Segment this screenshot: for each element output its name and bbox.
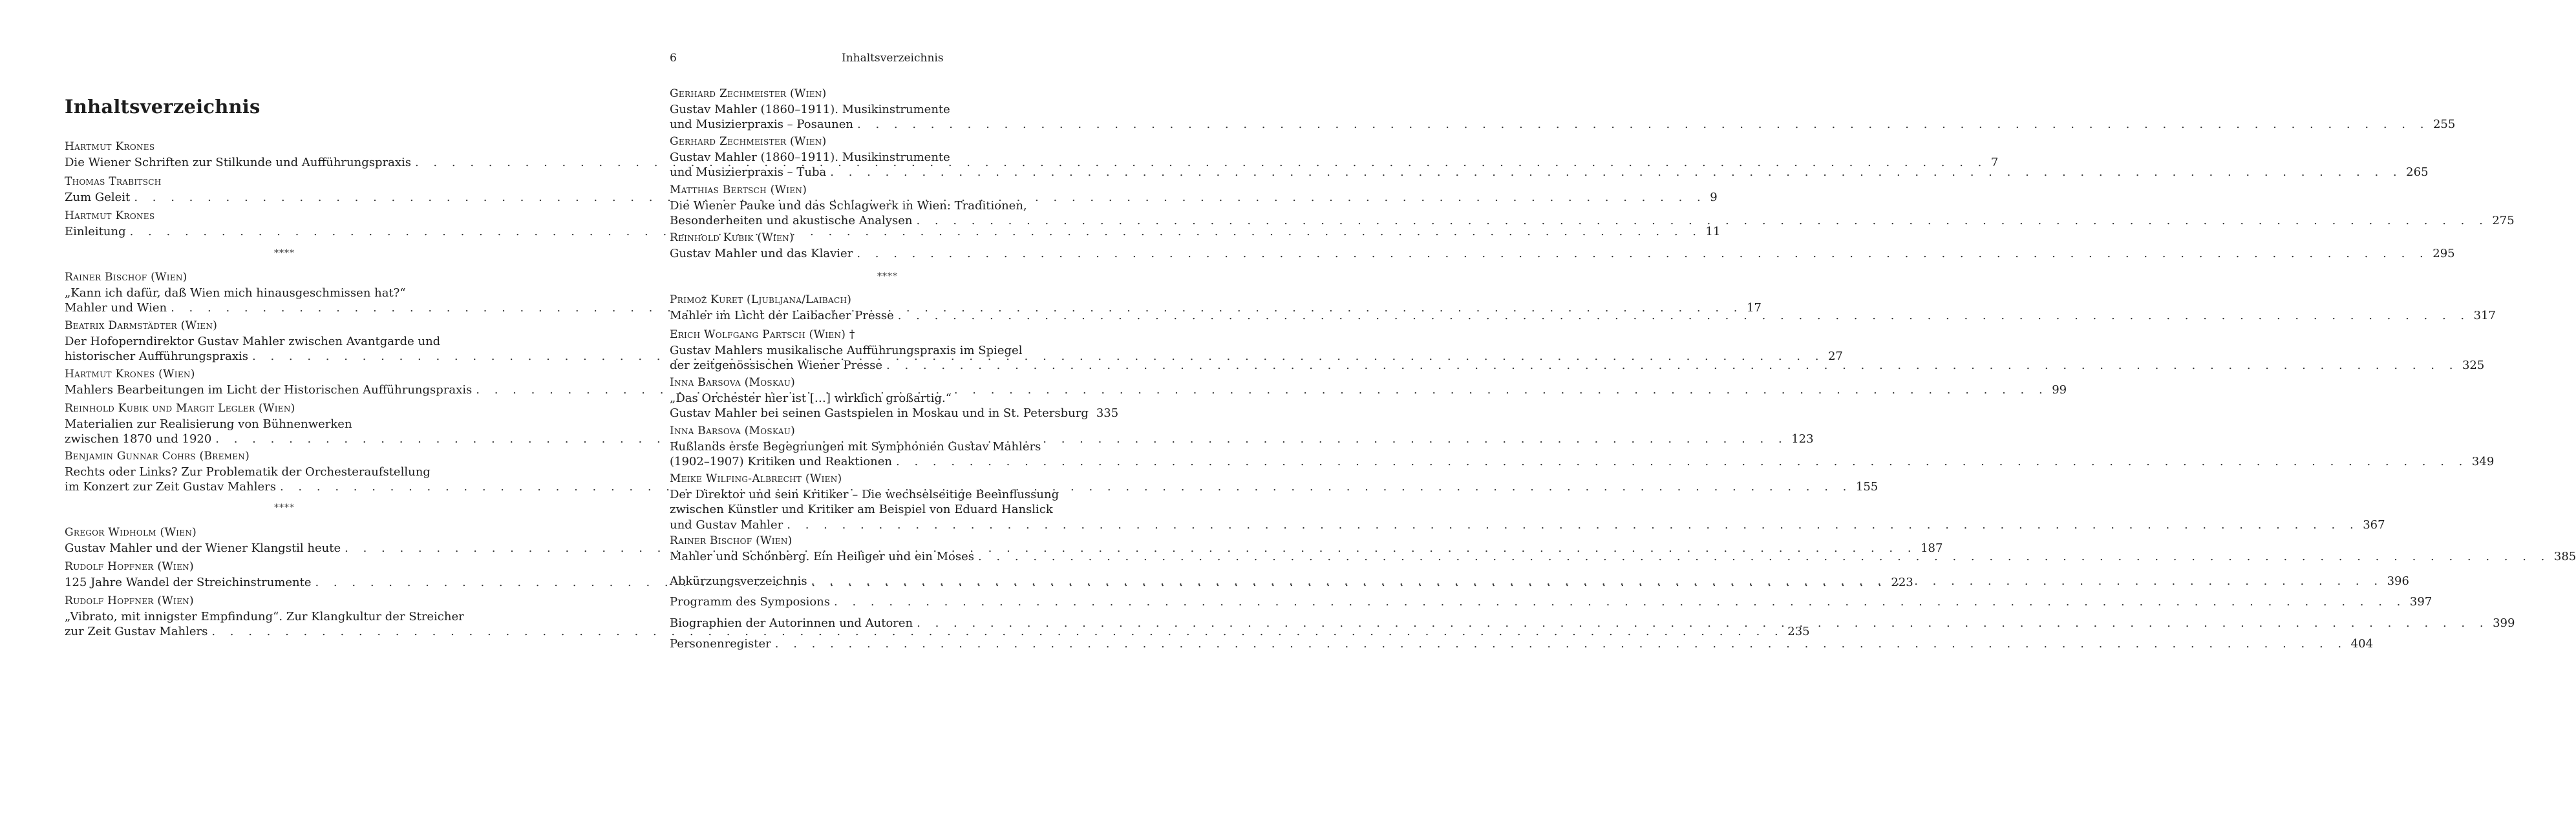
entry-title-line: Abkürzungsverzeichnis: [670, 574, 807, 588]
entry-page-number: 265: [2406, 165, 2429, 179]
entry-title-line: und Musizierpraxis – Tuba: [670, 165, 827, 179]
entry-title-line: „Das Orchester hier ist […] wirklich großartig.“: [670, 391, 952, 405]
entry-title-line: 125 Jahre Wandel der Streichinstrumente: [65, 575, 312, 589]
toc-line-with-page: [670, 117, 2456, 132]
toc-line-with-page: [670, 406, 1119, 421]
entry-page-number: 317: [2473, 308, 2496, 322]
entry-title-line: Rußlands erste Begegnungen mit Symphonien Gustav Mahlers: [670, 439, 1041, 454]
dot-leader: [811, 574, 2383, 589]
entry-title-line: Gustav Mahler (1860–1911). Musikinstrumente: [670, 102, 950, 116]
toc-entry: [670, 375, 1119, 421]
entry-page-number: 235: [1787, 625, 1810, 638]
page-title: Inhaltsverzeichnis: [65, 96, 261, 118]
entry-page-number: 385: [2553, 549, 2576, 563]
entry-title-line: Gustav Mahler (1860–1911). Musikinstrumente: [670, 150, 950, 164]
entry-title-line: Mahler im Licht der Laibacher Presse: [670, 308, 894, 322]
entry-title-line: Mahler und Schönberg. Ein Heiliger und ein Moses: [670, 549, 974, 563]
toc-entry: [670, 87, 2456, 132]
entry-page-number: 223: [1891, 575, 1913, 589]
entry-author: Rudolf Hopfner (Wien): [65, 594, 194, 607]
entry-page-number: 396: [2387, 574, 2409, 588]
entry-title-line: Der Direktor und sein Kritiker – Die wechselseitige Beeinflussung: [670, 487, 1059, 501]
dot-leader: [787, 518, 2359, 533]
entry-page-number: 399: [2493, 616, 2515, 630]
dot-leader: [886, 358, 2458, 373]
entry-author: Hartmut Krones (Wien): [65, 368, 195, 381]
section-divider: ****: [877, 271, 898, 282]
entry-author: Thomas Trabitsch: [65, 175, 162, 188]
entry-title-line: Programm des Symposions: [670, 595, 830, 609]
entry-title-line: und Gustav Mahler: [670, 518, 783, 532]
entry-page-number: 367: [2363, 518, 2385, 532]
entry-title-line: und Musizierpraxis – Posaunen: [670, 118, 854, 131]
entry-author: Gerhard Zechmeister (Wien): [670, 135, 827, 148]
dot-leader: [896, 454, 2468, 470]
entry-title-line: Personenregister: [670, 637, 771, 651]
entry-title-line: zur Zeit Gustav Mahlers: [65, 625, 208, 638]
entry-title-line: Mahlers Bearbeitungen im Licht der Historischen Aufführungspraxis: [65, 382, 473, 397]
entry-title-line: Rechts oder Links? Zur Problematik der Orchesteraufstellung: [65, 465, 431, 479]
toc-line-with-page: [670, 308, 2496, 324]
toc-line-with-page: [65, 190, 1718, 205]
entry-title-line: Der Hofoperndirektor Gustav Mahler zwischen Avantgarde und: [65, 334, 441, 348]
dot-leader: [775, 636, 2347, 652]
entry-title-line: „Kann ich dafür, daß Wien mich hinausgeschmissen hat?“: [65, 286, 406, 300]
dot-leader: [898, 308, 2470, 324]
entry-title-line: zwischen 1870 und 1920: [65, 432, 212, 446]
entry-author: Reinhold Kubik und Margit Legler (Wien): [65, 402, 295, 415]
entry-title-line: Gustav Mahler bei seinen Gastspielen in Moskau und in St. Petersburg: [670, 406, 1089, 420]
entry-page-number: 404: [2350, 637, 2374, 651]
entry-author: Rainer Bischof (Wien): [65, 271, 187, 284]
entry-author: Inna Barsova (Moskau): [670, 376, 796, 389]
toc-line-with-page: [670, 358, 2485, 373]
entry-title-line: Gustav Mahler und das Klavier: [670, 246, 853, 260]
toc-line-with-page: [65, 624, 1810, 640]
entry-title-line: Biographien der Autorinnen und Autoren: [670, 616, 913, 630]
entry-page-number: 295: [2432, 246, 2455, 260]
entry-page-number: 397: [2409, 595, 2432, 609]
dot-leader: [916, 213, 2488, 229]
entry-title-line: zwischen Künstler und Kritiker am Beispiel von Eduard Hanslick: [670, 503, 1053, 516]
entry-page-number: 335: [1096, 406, 1119, 420]
entry-page-number: 255: [2432, 118, 2456, 131]
toc-entry: [670, 293, 2496, 323]
entry-title-line: historischer Aufführungspraxis: [65, 350, 249, 363]
entry-page-number: 123: [1791, 432, 1814, 446]
entry-author: Erich Wolfgang Partsch (Wien) †: [670, 328, 855, 341]
entry-author: Beatrix Darmstädter (Wien): [65, 319, 218, 332]
page-number: 6: [670, 52, 677, 65]
entry-author: Matthias Bertsch (Wien): [670, 183, 807, 196]
toc-line-with-page: [670, 616, 2515, 631]
appendix-entry: [670, 616, 2515, 631]
entry-author: Hartmut Krones: [65, 209, 155, 222]
toc-line-with-page: [670, 246, 2455, 262]
running-head-title: Inhaltsverzeichnis: [842, 52, 944, 65]
entry-page-number: 155: [1855, 480, 1879, 494]
entry-title-line: Besonderheiten und akustische Analysen: [670, 214, 913, 227]
appendix-entry: [670, 636, 2374, 652]
entry-title-line: Materialien zur Realisierung von Bühnenwerken: [65, 417, 352, 431]
entry-title-line: Gustav Mahler und der Wiener Klangstil heute: [65, 541, 341, 555]
toc-line-with-page: [670, 636, 2374, 652]
entry-title-line: Die Wiener Schriften zur Stilkunde und Aufführungspraxis: [65, 155, 411, 169]
section-divider: ****: [274, 503, 295, 513]
entry-page-number: 187: [1921, 541, 1943, 555]
dot-leader: [857, 246, 2429, 262]
entry-title-line: im Konzert zur Zeit Gustav Mahlers: [65, 480, 276, 494]
entry-author: Meike Wilfing-Albrecht (Wien): [670, 472, 842, 485]
entry-author: Rainer Bischof (Wien): [670, 534, 793, 547]
toc-line-with-page: [670, 594, 2432, 610]
toc-line-with-page: [670, 165, 2429, 180]
running-head: [670, 52, 1105, 68]
entry-page-number: 349: [2471, 455, 2495, 468]
dot-leader: [830, 165, 2402, 180]
entry-page-number: 11: [1705, 224, 1721, 238]
entry-author: Hartmut Krones: [65, 140, 155, 153]
toc-entry: [670, 183, 2515, 229]
entry-title-line: Zum Geleit: [65, 190, 131, 204]
entry-title-line: Einleitung: [65, 224, 126, 238]
entry-author: Rudolf Hopfner (Wien): [65, 560, 194, 573]
entry-page-number: 27: [1827, 350, 1843, 363]
entry-title-line: Die Wiener Pauke und das Schlagwerk in Wien: Traditionen,: [670, 198, 1027, 213]
entry-author: Gregor Widholm (Wien): [65, 526, 197, 539]
entry-page-number: 9: [1710, 190, 1718, 204]
dot-leader: [834, 594, 2406, 610]
toc-line-with-page: [670, 549, 2576, 565]
entry-author: Primož Kuret (Ljubljana/Laibach): [670, 293, 852, 306]
entry-title-line: (1902–1907) Kritiken und Reaktionen: [670, 455, 892, 468]
entry-title-line: der zeitgenössischen Wiener Presse: [670, 359, 883, 372]
entry-page-number: 99: [2052, 382, 2067, 397]
entry-page-number: 17: [1747, 301, 1762, 315]
entry-title-line: Mahler und Wien: [65, 301, 167, 315]
entry-page-number: 325: [2462, 359, 2485, 372]
entry-author: Reinhold Kubik (Wien): [670, 231, 794, 244]
toc-line-with-page: [670, 454, 2495, 470]
section-divider: ****: [274, 248, 295, 258]
entry-author: Inna Barsova (Moskau): [670, 424, 796, 437]
entry-title-line: „Vibrato, mit innigster Empfindung“. Zur Klangkultur der Streicher: [65, 609, 464, 623]
dot-leader: [978, 549, 2550, 565]
dot-leader: [917, 616, 2489, 631]
toc-line-with-page: [670, 518, 2385, 533]
toc-line-with-page: [670, 213, 2515, 229]
entry-page-number: 275: [2492, 214, 2515, 227]
entry-title-line: Gustav Mahlers musikalische Aufführungspraxis im Spiegel: [670, 343, 1023, 357]
entry-author: Gerhard Zechmeister (Wien): [670, 87, 827, 100]
entry-page-number: 7: [1990, 155, 1999, 169]
dot-leader: [857, 117, 2429, 132]
toc-entry: [670, 134, 2429, 180]
entry-author: Benjamin Gunnar Cohrs (Bremen): [65, 450, 250, 463]
appendix-entry: [670, 594, 2432, 610]
